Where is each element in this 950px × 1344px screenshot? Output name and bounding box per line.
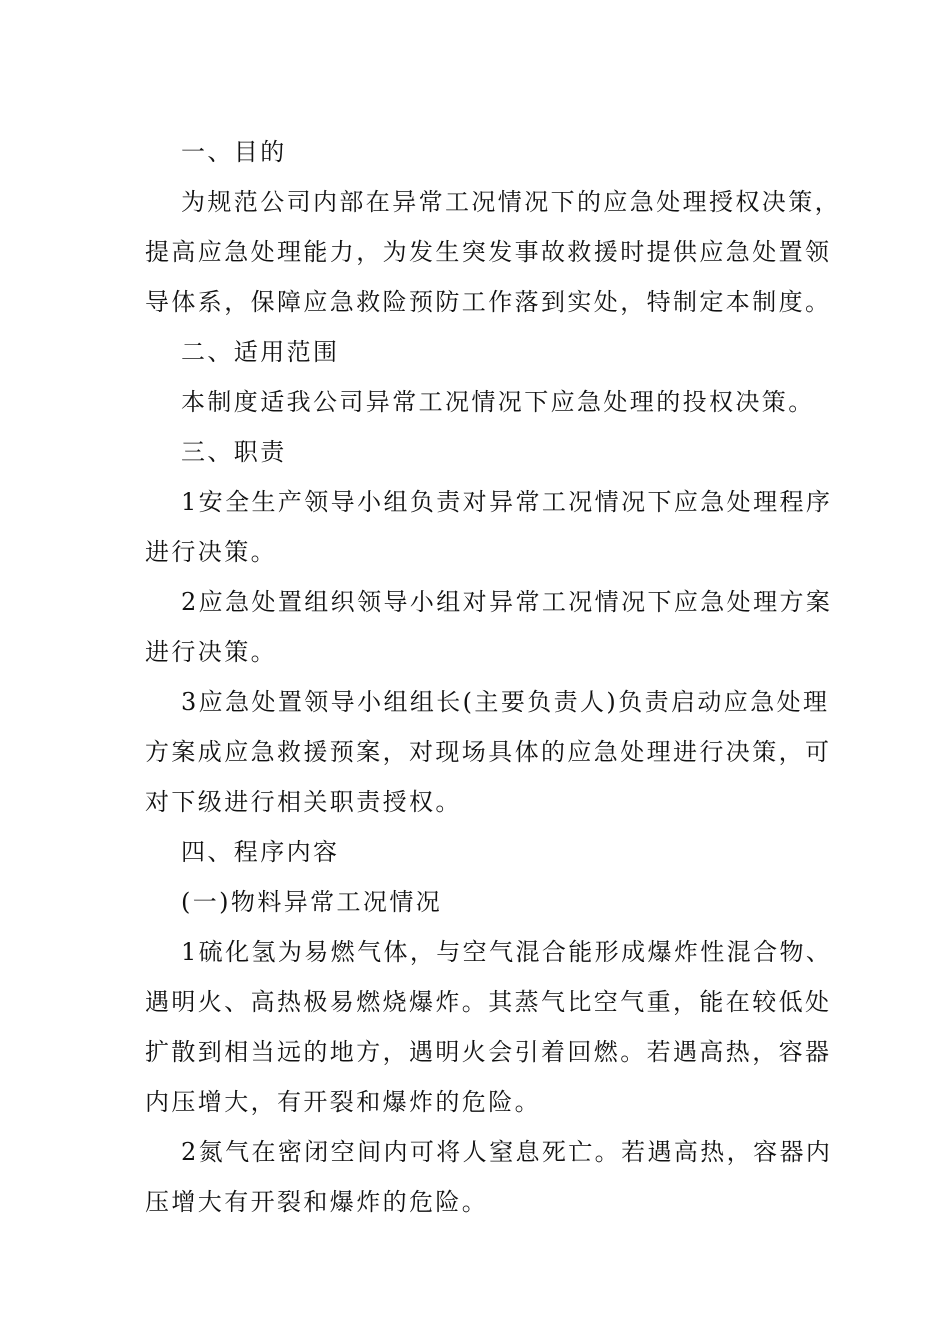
paragraph-line: 2应急处置组织领导小组对异常工况情况下应急处理方案 [181, 588, 833, 616]
paragraph-line: 导体系，保障应急救险预防工作落到实处，特制定本制度。 [145, 288, 832, 316]
paragraph-line: 3应急处置领导小组组长(主要负责人)负责启动应急处理 [181, 688, 830, 716]
paragraph-line: 进行决策。 [145, 538, 277, 566]
paragraph-line: 对下级进行相关职责授权。 [145, 788, 462, 816]
subsection-heading: (一)物料异常工况情况 [181, 888, 443, 916]
paragraph-line: 2氮气在密闭空间内可将人窒息死亡。若遇高热，容器内 [181, 1138, 833, 1166]
section-heading-scope: 二、适用范围 [181, 338, 340, 366]
section-heading-purpose: 一、目的 [181, 138, 287, 166]
paragraph-line: 1安全生产领导小组负责对异常工况情况下应急处理程序 [181, 488, 833, 516]
paragraph-line: 方案成应急救援预案，对现场具体的应急处理进行决策，可 [145, 738, 832, 766]
paragraph-line: 进行决策。 [145, 638, 277, 666]
section-heading-procedure: 四、程序内容 [181, 838, 340, 866]
section-heading-duties: 三、职责 [181, 438, 287, 466]
paragraph-line: 扩散到相当远的地方，遇明火会引着回燃。若遇高热，容器 [145, 1038, 832, 1066]
paragraph-line: 遇明火、高热极易燃烧爆炸。其蒸气比空气重，能在较低处 [145, 988, 832, 1016]
paragraph-line: 为规范公司内部在异常工况情况下的应急处理授权决策， [181, 188, 841, 216]
paragraph-line: 压增大有开裂和爆炸的危险。 [145, 1188, 489, 1216]
paragraph-line: 内压增大，有开裂和爆炸的危险。 [145, 1088, 541, 1116]
paragraph-line: 本制度适我公司异常工况情况下应急处理的投权决策。 [181, 388, 815, 416]
paragraph-line: 提高应急处理能力，为发生突发事故救援时提供应急处置领 [145, 238, 832, 266]
paragraph-line: 1硫化氢为易燃气体，与空气混合能形成爆炸性混合物、 [181, 938, 833, 966]
